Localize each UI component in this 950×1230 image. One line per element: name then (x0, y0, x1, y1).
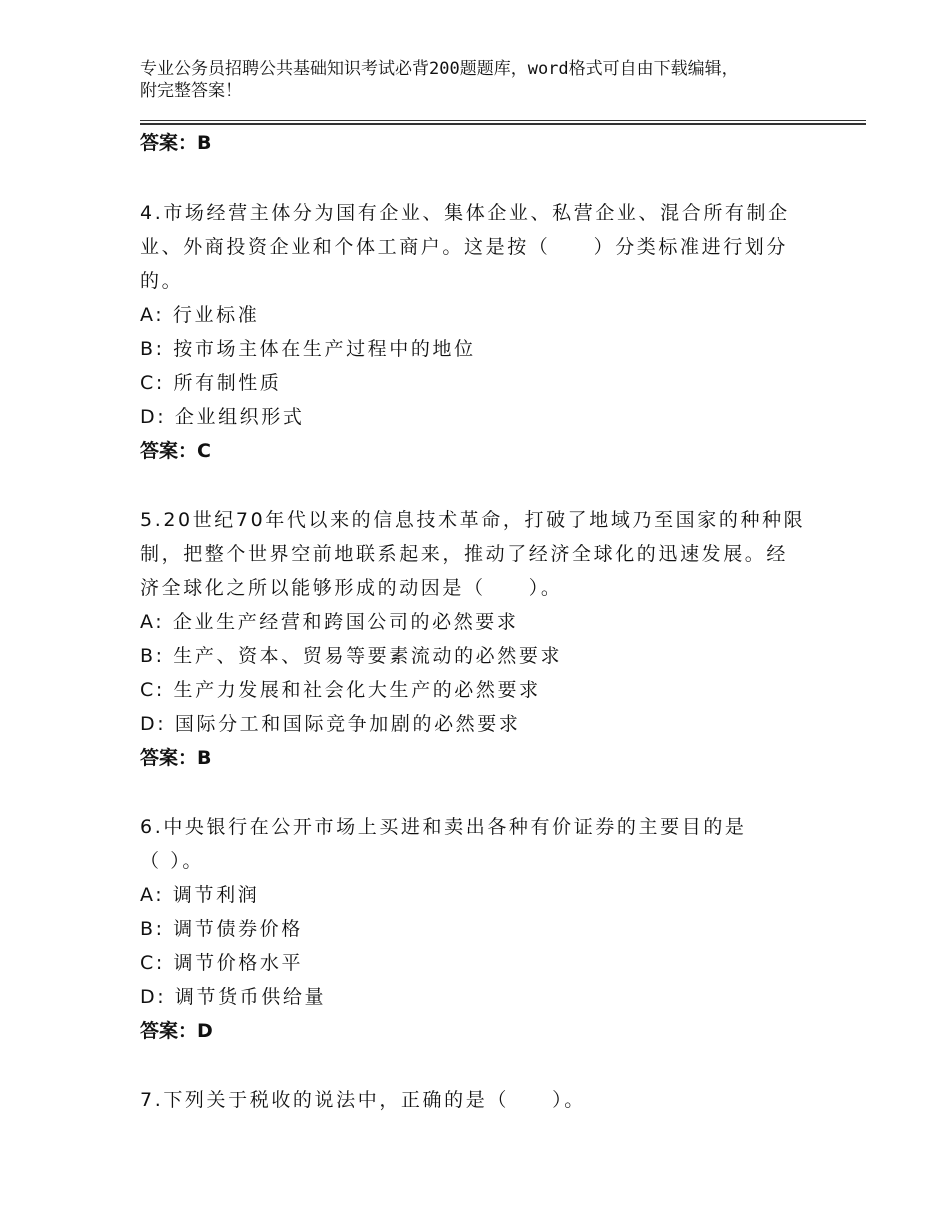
question-5-line-3: 济全球化之所以能够形成的动因是（ ）。 (140, 577, 563, 599)
question-4-option-a: A: 行业标准 (140, 304, 260, 326)
question-4-line-3: 的。 (140, 270, 184, 292)
document-header (140, 58, 840, 102)
header-divider-thick (140, 123, 866, 125)
header-divider-thin (140, 120, 866, 121)
question-5-option-c: C: 生产力发展和社会化大生产的必然要求 (140, 679, 541, 701)
question-4-option-d: D: 企业组织形式 (140, 406, 305, 428)
question-4-answer: 答案：C (140, 440, 211, 462)
question-5-option-a: A: 企业生产经营和跨国公司的必然要求 (140, 611, 519, 633)
question-6-option-d: D: 调节货币供给量 (140, 986, 327, 1008)
question-7-line-1: 7.下列关于税收的说法中，正确的是（ ）。 (140, 1089, 586, 1111)
question-4-option-c: C: 所有制性质 (140, 372, 282, 394)
answer-prev: 答案：B (140, 132, 212, 154)
question-6-answer: 答案：D (140, 1020, 213, 1042)
question-5-option-d: D: 国际分工和国际竞争加剧的必然要求 (140, 713, 521, 735)
question-6-option-a: A: 调节利润 (140, 884, 260, 906)
question-4-line-1: 4.市场经营主体分为国有企业、集体企业、私营企业、混合所有制企 (140, 202, 790, 224)
question-4-line-2: 业、外商投资企业和个体工商户。这是按（ ）分类标准进行划分 (140, 236, 789, 258)
question-5-line-2: 制，把整个世界空前地联系起来，推动了经济全球化的迅速发展。经 (140, 543, 789, 565)
question-5-line-1: 5.20世纪70年代以来的信息技术革命，打破了地域乃至国家的种种限 (140, 509, 806, 531)
header-line-1: 专业公务员招聘公共基础知识考试必背200题题库，word格式可自由下载编辑， (140, 59, 739, 79)
question-6-option-c: C: 调节价格水平 (140, 952, 304, 974)
header-line-2: 附完整答案！ (140, 81, 242, 101)
question-4-option-b: B: 按市场主体在生产过程中的地位 (140, 338, 476, 360)
question-6-option-b: B: 调节债券价格 (140, 918, 303, 940)
question-6-line-2: （ ）。 (140, 850, 204, 872)
question-6-line-1: 6.中央银行在公开市场上买进和卖出各种有价证券的主要目的是 (140, 816, 747, 838)
question-5-answer: 答案：B (140, 747, 212, 769)
question-5-option-b: B: 生产、资本、贸易等要素流动的必然要求 (140, 645, 563, 667)
